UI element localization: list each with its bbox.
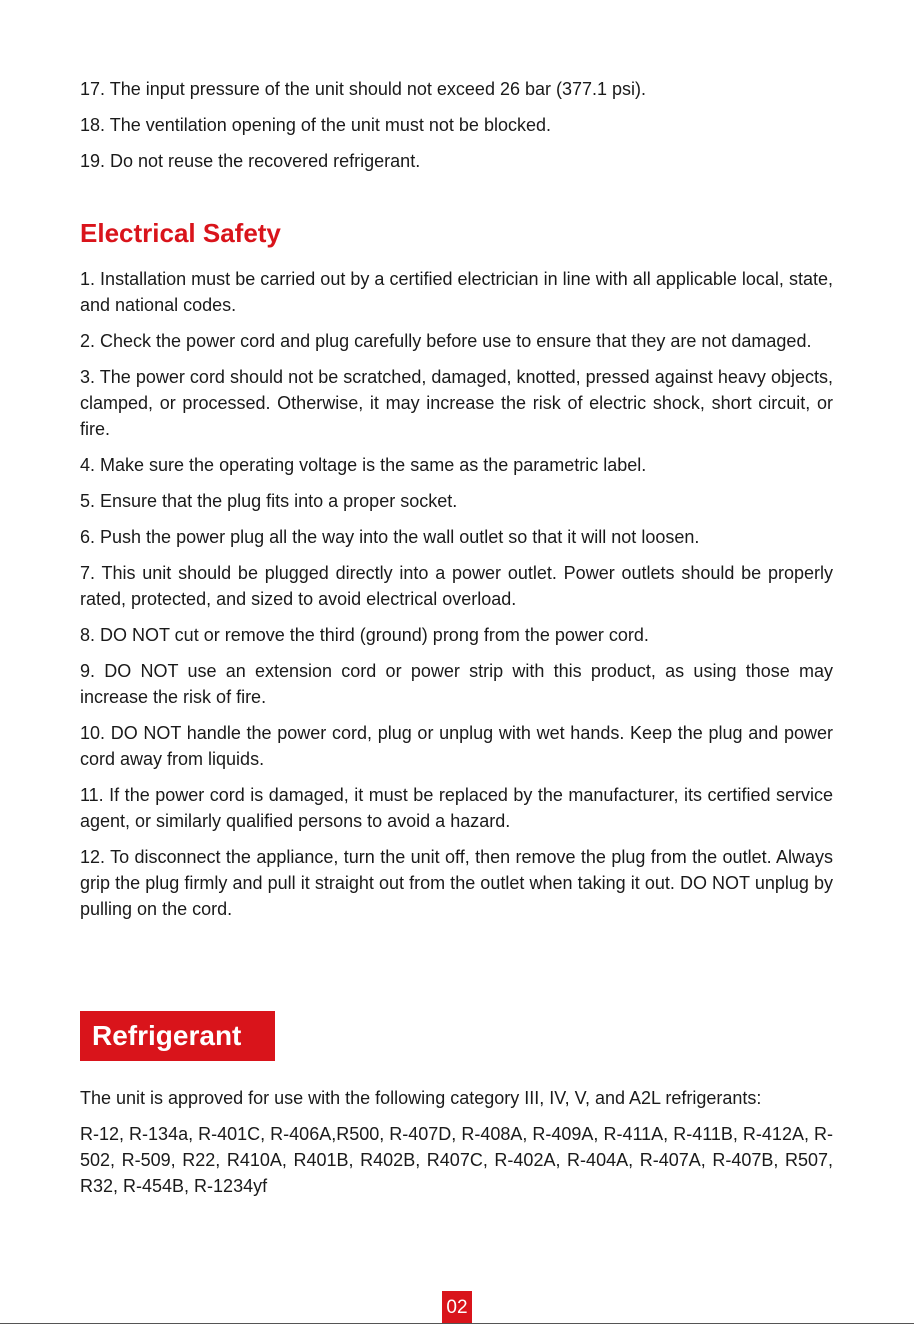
list-item: 19. Do not reuse the recovered refrigerant. (80, 151, 421, 171)
refrigerant-section (80, 1085, 833, 1209)
electrical-safety-list (80, 266, 833, 932)
list-item: 7. This unit should be plugged directly into a power outlet. Power outlets should be properly rated, protected, and sized to avoid electrical overload. (80, 563, 833, 609)
list-item: 5. Ensure that the plug fits into a proper socket. (80, 491, 458, 511)
list-item: 4. Make sure the operating voltage is the same as the parametric label. (80, 455, 647, 475)
list-item: 6. Push the power plug all the way into the wall outlet so that it will not loosen. (80, 527, 700, 547)
list-item: 9. DO NOT use an extension cord or power strip with this product, as using those may increase the risk of fire. (80, 661, 833, 707)
list-item: 11. If the power cord is damaged, it must be replaced by the manufacturer, its certified service agent, or similarly qualified persons to avoid a hazard. (80, 785, 833, 831)
safety-list-continued (80, 76, 833, 184)
refrigerant-heading: Refrigerant (80, 1011, 275, 1061)
list-item: 2. Check the power cord and plug carefully before use to ensure that they are not damaged. (80, 331, 812, 351)
list-item: 8. DO NOT cut or remove the third (ground) prong from the power cord. (80, 625, 649, 645)
list-item: 17. The input pressure of the unit should not exceed 26 bar (377.1 psi). (80, 79, 647, 99)
refrigerant-intro: The unit is approved for use with the following category III, IV, V, and A2L refrigerants: (80, 1088, 762, 1108)
page-number: 02 (442, 1291, 472, 1324)
list-item: 10. DO NOT handle the power cord, plug or unplug with wet hands. Keep the plug and power cord away from liquids. (80, 723, 833, 769)
list-item: 12. To disconnect the appliance, turn the unit off, then remove the plug from the outlet. Always grip the plug firmly and pull it straight out from the outlet when taking it out. DO NOT unplug by pulling on the cord. (80, 847, 833, 919)
list-item: 3. The power cord should not be scratched, damaged, knotted, pressed against heavy objects, clamped, or processed. Otherwise, it may increase the risk of electric shock, short circuit, or fire. (80, 367, 833, 439)
electrical-safety-heading: Electrical Safety (80, 218, 281, 248)
refrigerant-list: R-12, R-134a, R-401C, R-406A,R500, R-407D, R-408A, R-409A, R-411A, R-411B, R-412A, R-502, R-509, R22, R410A, R401B, R402B, R407C, R-402A, R-404A, R-407A, R-407B, R507, R32, R-454B, R-1234yf (80, 1124, 833, 1196)
list-item: 18. The ventilation opening of the unit must not be blocked. (80, 115, 551, 135)
list-item: 1. Installation must be carried out by a certified electrician in line with all applicable local, state, and national codes. (80, 269, 833, 315)
